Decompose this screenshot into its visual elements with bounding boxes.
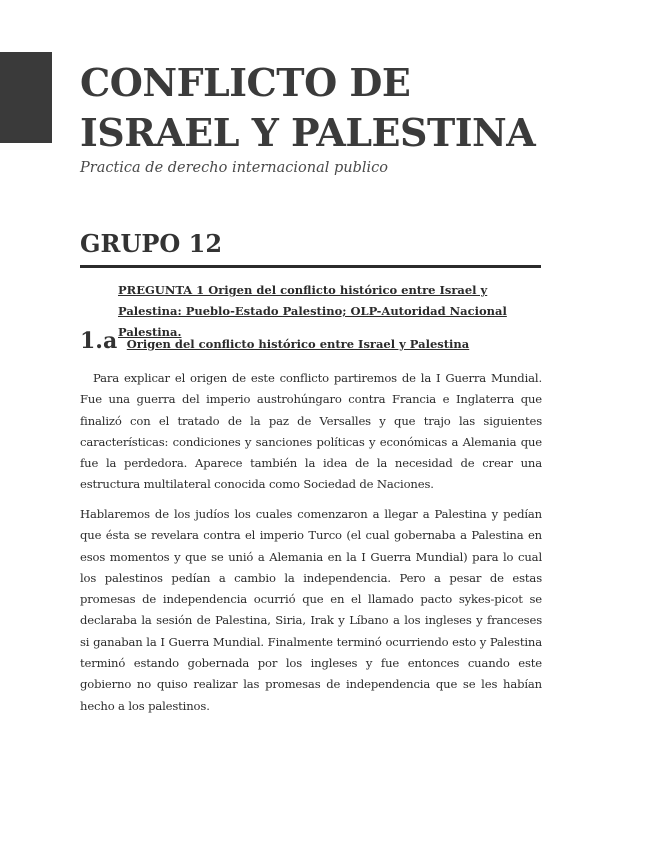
title-line-2: ISRAEL Y PALESTINA [80,110,536,155]
body-paragraph-2: Hablaremos de los judíos los cuales comenzaron a llegar a Palestina y pedían que ésta se revelara contra el imperio Turco (el cual gobernaba a Palestina en esos momentos y que se unió a Alemania en la I Guerra Mundial) para lo cual los palestinos pedían a cambio la independencia. Pero a pesar de estas promesas de independencia ocurrió que en el llamado pacto sykes-picot se declaraba la sesión de Palestina, Siria, Irak y Líbano a los ingleses y franceses si ganaban la I Guerra Mundial. Finalmente terminó ocurriendo esto y Palestina terminó estando gobernada por los ingleses y fue entonces cuando este gobierno no quiso realizar las promesas de independencia que se les habían hecho a los palestinos. [80,507,542,713]
section-title: Origen del conflicto histórico entre Israel y Palestina [126,337,470,351]
document-title [80,58,535,158]
document-subtitle: Practica de derecho internacional publico [80,160,388,176]
group-heading: GRUPO 12 [80,229,223,258]
body-paragraph-1: Para explicar el origen de este conflicto partiremos de la I Guerra Mundial. Fue una guerra del imperio austrohúngaro contra Francia e Inglaterra que finalizó con el tratado de la paz de Versalles y que trajo las siguientes características: condiciones y sanciones políticas y económicas a Alemania que fue la perdedora. Aparece también la idea de la necesidad de crear una estructura multilateral conocida como Sociedad de Naciones. [80,371,542,492]
cover-accent-block [0,52,52,143]
question-heading: PREGUNTA 1 Origen del conflicto histórico entre Israel y Palestina: Pueblo-Estado Palestino; OLP-Autoridad Nacional Palestina. [118,283,507,339]
section-number: 1.a [80,328,118,354]
title-line-1: CONFLICTO DE [80,60,411,105]
heading-divider [80,265,541,268]
section-heading [80,328,469,354]
